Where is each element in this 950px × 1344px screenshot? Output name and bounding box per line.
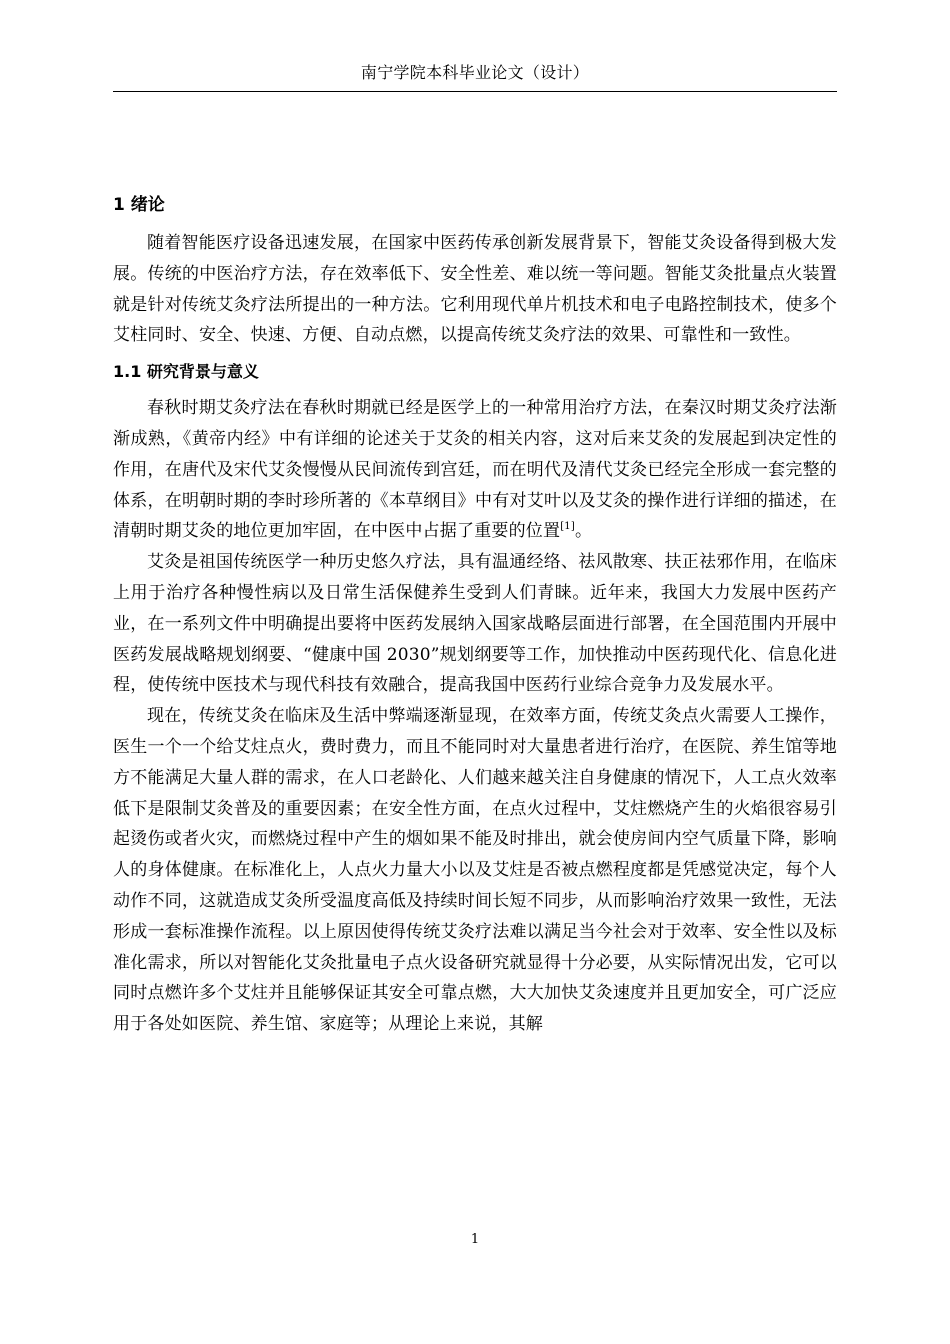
section-heading: 1.1 研究背景与意义 <box>113 362 259 382</box>
page-number: 1 <box>470 1232 480 1247</box>
citation-marker: [1] <box>560 521 575 533</box>
history-paragraph-text: 春秋时期艾灸疗法在春秋时期就已经是医学上的一种常用治疗方法，在秦汉时期艾灸疗法渐渐成熟，《黄帝内经》中有详细的论述关于艾灸的相关内容，这对后来艾灸的发展起到决定性的作用，在唐代及宋代艾灸慢慢从民间流传到宫廷，而在明代及清代艾灸已经完全形成一套完整的体系，在明朝时期的李时珍所著的《本草纲目》中有对艾叶以及艾灸的操作进行详细的描述，在清朝时期艾灸的地位更加牢固，在中医中占据了重要的位置 <box>113 398 837 542</box>
history-paragraph <box>113 393 837 547</box>
running-header-title: 南宁学院本科毕业论文（设计） <box>360 63 590 82</box>
body-content <box>113 190 837 1040</box>
header-rule <box>113 91 837 92</box>
intro-paragraph: 随着智能医疗设备迅速发展，在国家中医药传承创新发展背景下，智能艾灸设备得到极大发展。传统的中医治疗方法，存在效率低下、安全性差、难以统一等问题。智能艾灸批量点火装置就是针对传统艾灸疗法所提出的一种方法。它利用现代单片机技术和电子电路控制技术，使多个艾柱同时、安全、快速、方便、自动点燃，以提高传统艾灸疗法的效果、可靠性和一致性。 <box>113 233 837 346</box>
problems-paragraph: 现在，传统艾灸在临床及生活中弊端逐渐显现，在效率方面，传统艾灸点火需要人工操作，医生一个一个给艾炷点火，费时费力，而且不能同时对大量患者进行治疗，在医院、养生馆等地方不能满足大量人群的需求，在人口老龄化、人们越来越关注自身健康的情况下，人工点火效率低下是限制艾灸普及的重要因素；在安全性方面，在点火过程中，艾炷燃烧产生的火焰很容易引起烫伤或者火灾，而燃烧过程中产生的烟如果不能及时排出，就会使房间内空气质量下降，影响人的身体健康。在标准化上，人点火力量大小以及艾炷是否被点燃程度都是凭感觉决定，每个人动作不同，这就造成艾灸所受温度高低及持续时间长短不同步，从而影响治疗效果一致性，无法形成一套标准操作流程。以上原因使得传统艾灸疗法难以满足当今社会对于效率、安全性以及标准化需求，所以对智能化艾灸批量电子点火设备研究就显得十分必要，从实际情况出发，它可以同时点燃许多个艾炷并且能够保证其安全可靠点燃，大大加快艾灸速度并且更加安全，可广泛应用于各处如医院、养生馆、家庭等；从理论上来说，其解 <box>113 706 837 1035</box>
policy-paragraph: 艾灸是祖国传统医学一种历史悠久疗法，具有温通经络、祛风散寒、扶正祛邪作用，在临床上用于治疗各种慢性病以及日常生活保健养生受到人们青睐。近年来，我国大力发展中医药产业，在一系列文件中明确提出要将中医药发展纳入国家战略层面进行部署，在全国范围内开展中医药发展战略规划纲要、“健康中国 2030”规划纲要等工作，加快推动中医药现代化、信息化进程，使传统中医技术与现代科技有效融合，提高我国中医药行业综合竞争力及发展水平。 <box>113 552 837 696</box>
history-paragraph-end: 。 <box>574 521 593 542</box>
chapter-heading: 1 绪论 <box>113 195 165 215</box>
